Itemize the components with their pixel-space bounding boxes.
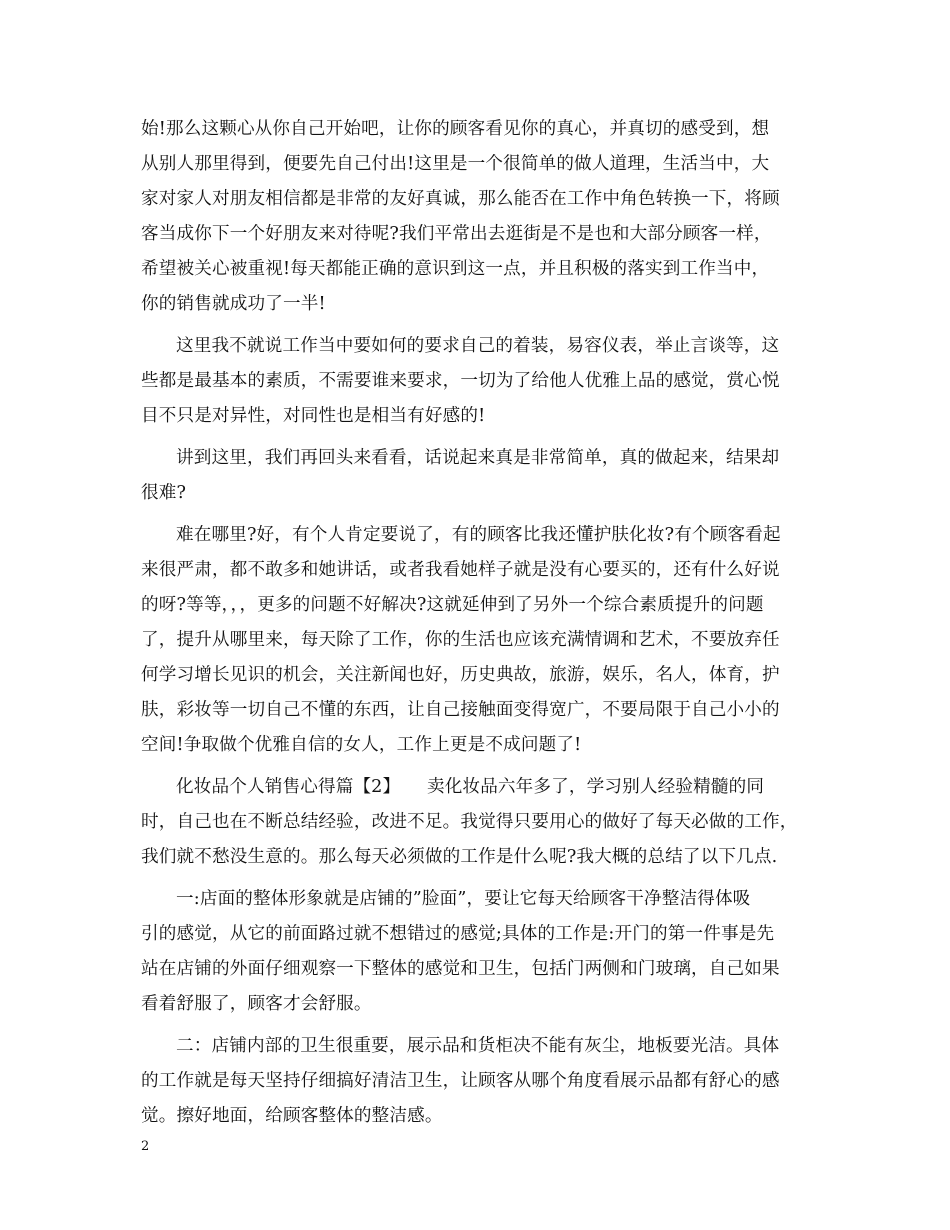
text-line: 何学习增长见识的机会，关注新闻也好，历史典故，旅游，娱乐，名人，体育，护: [141, 665, 780, 685]
text-line: 看着舒服了，顾客才会舒服。: [141, 994, 372, 1014]
text-line: 肤，彩妆等一切自己不懂的东西，让自己接触面变得宽广，不要局限于自己小小的: [141, 700, 780, 720]
text-line: 从别人那里得到，便要先自己付出!这里是一个很简单的做人道理，生活当中，大: [141, 154, 770, 174]
text-line: 觉。擦好地面，给顾客整体的整洁感。: [141, 1106, 443, 1126]
text-line: 客当成你下一个好朋友来对待呢?我们平常出去逛街是不是也和大部分顾客一样，: [141, 224, 772, 244]
paragraph-first-line: 一:店面的整体形象就是店铺的”脸面”，要让它每天给顾客干净整洁得体吸: [176, 889, 751, 909]
text-line: 我们就不愁没生意的。那么每天必须做的工作是什么呢?我大概的总结了以下几点.: [141, 847, 778, 867]
text-line: 始!那么这颗心从你自己开始吧，让你的顾客看见你的真心，并真切的感受到，想: [141, 119, 770, 139]
text-line: 希望被关心被重视!每天都能正确的意识到这一点，并且积极的落实到工作当中，: [141, 259, 770, 279]
text-line: 的工作就是每天坚持仔细搞好清洁卫生，让顾客从哪个角度看展示品都有舒心的感: [141, 1071, 780, 1091]
text-line: 时，自己也在不断总结经验，改进不足。我觉得只要用心的做好了每天必做的工作，: [141, 812, 798, 832]
text-line: 家对家人对朋友相信都是非常的友好真诚，那么能否在工作中角色转换一下，将顾: [141, 189, 780, 209]
text-line: 很难?: [141, 483, 187, 503]
text-line: 空间!争取做个优雅自信的女人，工作上更是不成问题了!: [141, 735, 582, 755]
paragraph-first-line: 二：店铺内部的卫生很重要，展示品和货柜决不能有灰尘，地板要光洁。具体: [176, 1036, 780, 1056]
paragraph-first-line: 讲到这里，我们再回头来看看，话说起来真是非常简单，真的做起来，结果却: [176, 448, 780, 468]
paragraph-first-line: 化妆品个人销售心得篇【2】 卖化妆品六年多了，学习别人经验精髓的同: [176, 777, 765, 797]
paragraph-first-line: 难在哪里?好，有个人肯定要说了，有的顾客比我还懂护肤化妆?有个顾客看起: [176, 525, 781, 545]
page-number: 2: [141, 1139, 150, 1154]
paragraph-first-line: 这里我不就说工作当中要如何的要求自己的着装，易容仪表，举止言谈等，这: [176, 336, 780, 356]
text-line: 的呀?等等，，，更多的问题不好解决?这就延伸到了另外一个综合素质提升的问题: [141, 595, 764, 615]
text-line: 些都是最基本的素质，不需要谁来要求，一切为了给他人优雅上品的感觉，赏心悦: [141, 371, 780, 391]
text-line: 目不只是对异性，对同性也是相当有好感的!: [141, 406, 486, 426]
text-line: 你的销售就成功了一半!: [141, 294, 326, 314]
text-line: 了，提升从哪里来，每天除了工作，你的生活也应该充满情调和艺术，不要放弃任: [141, 630, 780, 650]
text-line: 站在店铺的外面仔细观察一下整体的感觉和卫生，包括门两侧和门玻璃，自己如果: [141, 959, 780, 979]
text-line: 来很严肃，都不敢多和她讲话，或者我看她样子就是没有心要买的，还有什么好说: [141, 560, 780, 580]
text-line: 引的感觉，从它的前面路过就不想错过的感觉;具体的工作是:开门的第一件事是先: [141, 924, 775, 944]
